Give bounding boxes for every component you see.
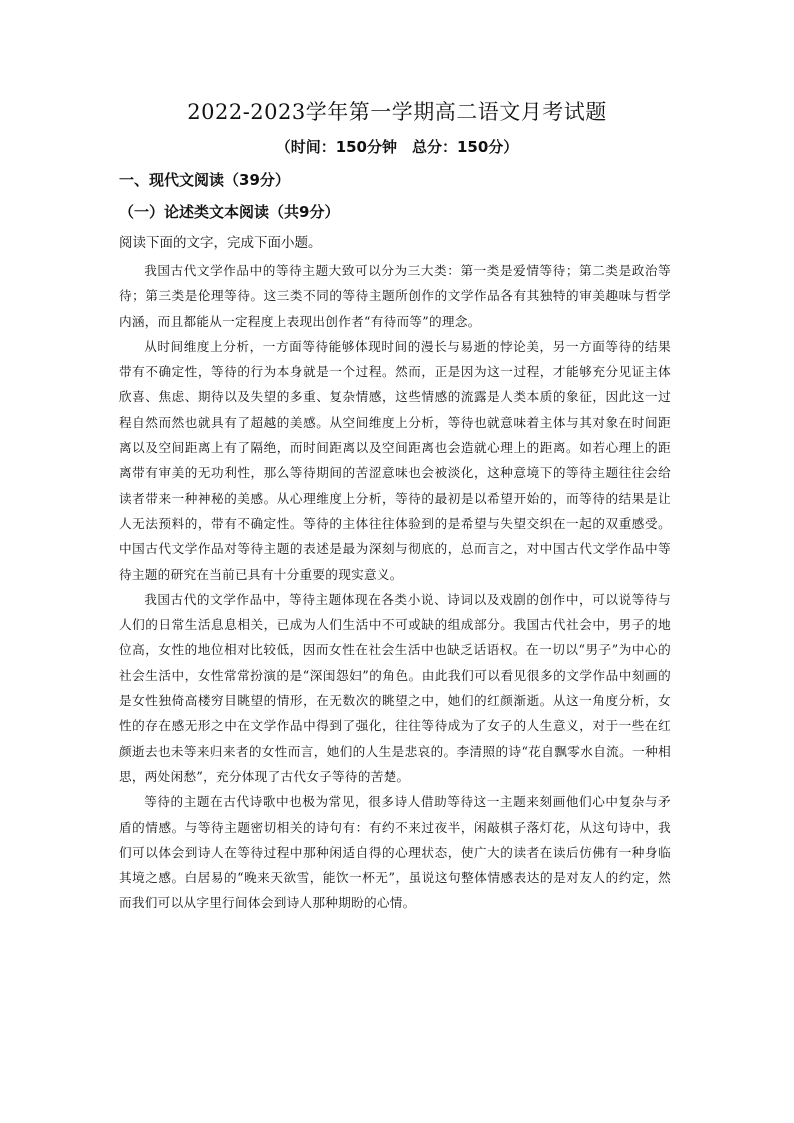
exam-title: 2022-2023学年第一学期高二语文月考试题: [187, 100, 607, 124]
passage-paragraph: 我国古代的文学作品中，等待主题体现在各类小说、诗词以及戏剧的创作中，可以说等待与人们的日常生活息息相关，已成为人们生活中不可或缺的组成部分。我国古代社会中，男子的地位高，女性的地位相对比较低，因而女性在社会生活中也缺乏话语权。在一切以“男子”为中心的社会生活中，女性常常扮演的是“深闺怨妇”的角色。由此我们可以看见很多的文学作品中刻画的是女性独倚高楼穷目眺望的情形，在无数次的眺望之中，她们的红颜渐逝。从这一角度分析，女性的存在感无形之中在文学作品中得到了强化，往往等待成为了女子的人生意义，对于一些在红颜逝去也未等来归来者的女性而言，她们的人生是悲哀的。李清照的诗“花自飘零水自流。一种相思，两处闲愁”，充分体现了古代女子等待的苦楚。: [119, 591, 671, 784]
section-heading-reading: 一、现代文阅读（39分）: [119, 171, 290, 189]
subsection-heading-argumentative: （一）论述类文本阅读（共9分）: [119, 203, 340, 221]
passage-paragraph: 等待的主题在古代诗歌中也极为常见，很多诗人借助等待这一主题来刻画他们心中复杂与矛盾的情感。与等待主题密切相关的诗句有：有约不来过夜半，闲敲棋子落灯花，从这句诗中，我们可以体会到诗人在等待过程中那种闲适自得的心理状态，使广大的读者在读后仿佛有一种身临其境之感。白居易的“晚来天欲雪，能饮一杯无”，虽说这句整体情感表达的是对友人的约定，然而我们可以从字里行间体会到诗人那种期盼的心情。: [119, 794, 671, 911]
passage-paragraph: 我国古代文学作品中的等待主题大致可以分为三大类：第一类是爱情等待；第二类是政治等待；第三类是伦理等待。这三类不同的等待主题所创作的文学作品各有其独特的审美趣味与哲学内涵，而且都能从一定程度上表现出创作者“有待而等”的理念。: [119, 263, 671, 329]
passage-paragraph: 从时间维度上分析，一方面等待能够体现时间的漫长与易逝的悖论美，另一方面等待的结果带有不确定性，等待的行为本身就是一个过程。然而，正是因为这一过程，才能够充分见证主体欣喜、焦虑、期待以及失望的多重、复杂情感，这些情感的流露是人类本质的象征，因此这一过程自然而然也就具有了超越的美感。从空间维度上分析，等待也就意味着主体与其对象在时间距离以及空间距离上有了隔绝，而时间距离以及空间距离也会造就心理上的距离。如若心理上的距离带有审美的无功利性，那么等待期间的苦涩意味也会被淡化，这种意境下的等待主题往往会给读者带来一种神秘的美感。从心理维度上分析，等待的最初是以希望开始的，而等待的结果是让人无法预料的，带有不确定性。等待的主体往往体验到的是希望与失望交织在一起的双重感受。中国古代文学作品对等待主题的表述是最为深刻与彻底的，总而言之，对中国古代文学作品中等待主题的研究在当前已具有十分重要的现实意义。: [119, 338, 671, 582]
reading-passage: [119, 258, 671, 916]
exam-time-and-score: （时间：150分钟 总分：150分）: [275, 138, 519, 156]
reading-instruction: 阅读下面的文字，完成下面小题。: [119, 235, 322, 251]
